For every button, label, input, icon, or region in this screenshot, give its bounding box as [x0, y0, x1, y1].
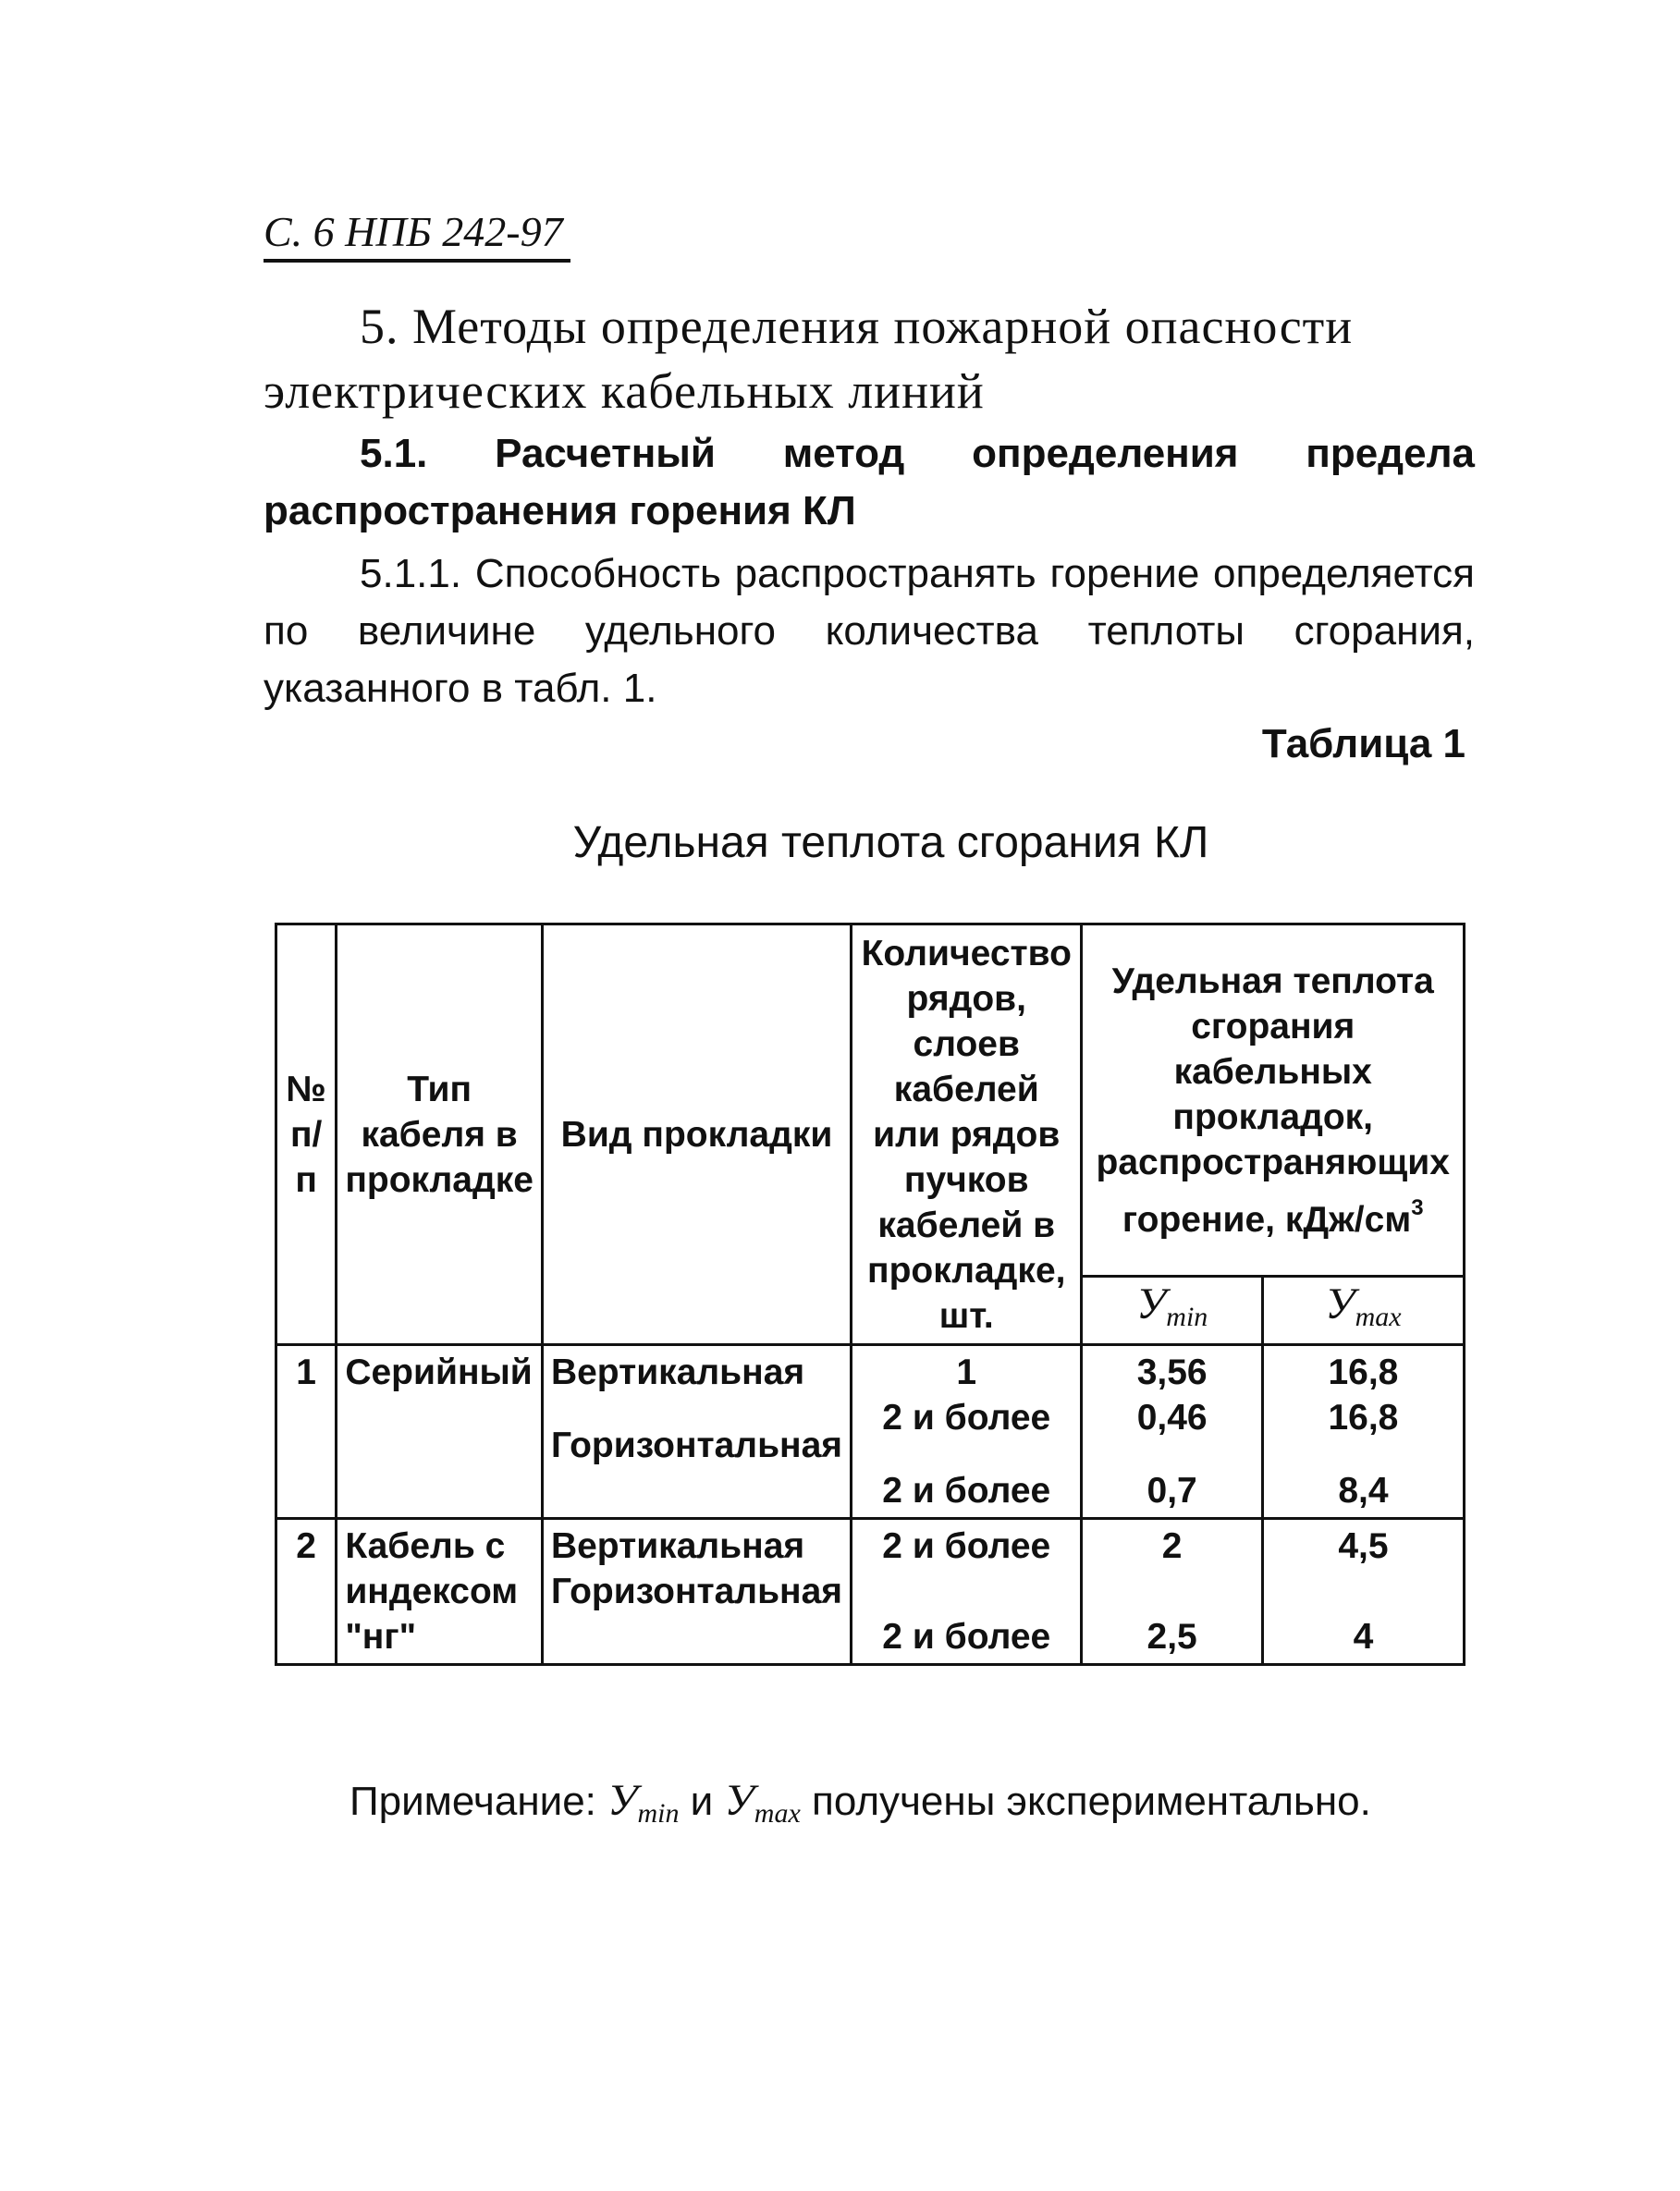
laying-vertical: Вертикальная [550, 1526, 805, 1566]
cell-y-min [1082, 1519, 1262, 1665]
table-row [276, 1345, 1465, 1519]
header-y-min [1082, 1277, 1262, 1345]
count-value: 2 и более [882, 1471, 1051, 1511]
cell-y-min [1082, 1345, 1262, 1519]
count-value: 1 [956, 1353, 977, 1392]
header-laying-type: Вид прокладки [542, 924, 851, 1345]
cell-num: 2 [276, 1519, 337, 1665]
y-max-value: 8,4 [1338, 1471, 1389, 1511]
paragraph-5-1-1 [264, 545, 1475, 717]
note-y-min-symbol: У [607, 1776, 638, 1825]
cell-count [852, 1519, 1082, 1665]
y-min-symbol: У [1136, 1279, 1167, 1328]
note-y-max-symbol: У [724, 1776, 754, 1825]
cell-y-max [1262, 1345, 1464, 1519]
table-header-row [276, 924, 1465, 1277]
laying-vertical: Вертикальная [550, 1353, 805, 1392]
y-max-value: 4,5 [1338, 1526, 1389, 1566]
laying-horizontal: Горизонтальная [550, 1426, 843, 1465]
subsection-title [264, 425, 1475, 540]
y-min-subscript: min [1166, 1302, 1208, 1332]
y-min-value: 2,5 [1147, 1617, 1197, 1657]
note-label: Примечание: [349, 1779, 596, 1824]
table-note [349, 1775, 1371, 1830]
table-caption: Таблица 1 [1261, 721, 1465, 766]
section-title [264, 294, 1475, 423]
subsection-title-text: 5.1. Расчетный метод определения предела распространения горения КЛ [264, 431, 1475, 533]
header-heat-unit-sup: 3 [1411, 1194, 1424, 1220]
header-rows-count: Количество рядов, слоев кабелей или рядов пучков кабелей в прокладке, шт. [852, 924, 1082, 1345]
y-max-value: 16,8 [1328, 1398, 1399, 1438]
header-heat-text: Удельная теплота сгорания кабельных прокладок, распространяющих горение, кДж/см [1096, 961, 1450, 1240]
y-min-value: 0,7 [1147, 1471, 1197, 1511]
page-header: С. 6 НПБ 242-97 [264, 205, 570, 263]
count-value: 2 и более [882, 1398, 1051, 1438]
note-and: и [690, 1779, 714, 1824]
cell-laying [542, 1345, 851, 1519]
y-min-value: 0,46 [1136, 1398, 1208, 1438]
section-title-text: 5. Методы определения пожарной опасности электрических кабельных линий [264, 299, 1354, 419]
y-max-value: 4 [1353, 1617, 1374, 1657]
count-value: 2 и более [882, 1526, 1051, 1566]
paragraph-5-1-1-text: 5.1.1. Способность распространять горение определяется по величине удельного количества теплоты сгорания, указанного в табл. 1. [264, 551, 1475, 711]
y-max-subscript: max [1355, 1302, 1402, 1332]
header-y-max [1262, 1277, 1464, 1345]
y-min-value: 2 [1161, 1526, 1183, 1566]
cell-laying [542, 1519, 851, 1665]
y-max-value: 16,8 [1328, 1353, 1399, 1392]
cell-count [852, 1345, 1082, 1519]
table-title: Удельная теплота сгорания КЛ [572, 818, 1209, 867]
header-num: № п/п [276, 924, 337, 1345]
y-max-symbol: У [1325, 1279, 1355, 1328]
cell-cable-type: Серийный [337, 1345, 543, 1519]
y-min-value: 3,56 [1136, 1353, 1208, 1392]
note-y-max-subscript: max [754, 1798, 801, 1829]
laying-horizontal: Горизонтальная [550, 1572, 843, 1611]
header-cable-type: Тип кабеля в прокладке [337, 924, 543, 1345]
cell-num: 1 [276, 1345, 337, 1519]
heat-of-combustion-table [275, 923, 1465, 1666]
cell-cable-type: Кабель с индексом "нг" [337, 1519, 543, 1665]
table-row [276, 1519, 1465, 1665]
header-heat [1082, 924, 1465, 1277]
note-text: получены экспериментально. [812, 1779, 1371, 1824]
count-value: 2 и более [882, 1617, 1051, 1657]
note-y-min-subscript: min [637, 1798, 680, 1829]
cell-y-max [1262, 1519, 1464, 1665]
